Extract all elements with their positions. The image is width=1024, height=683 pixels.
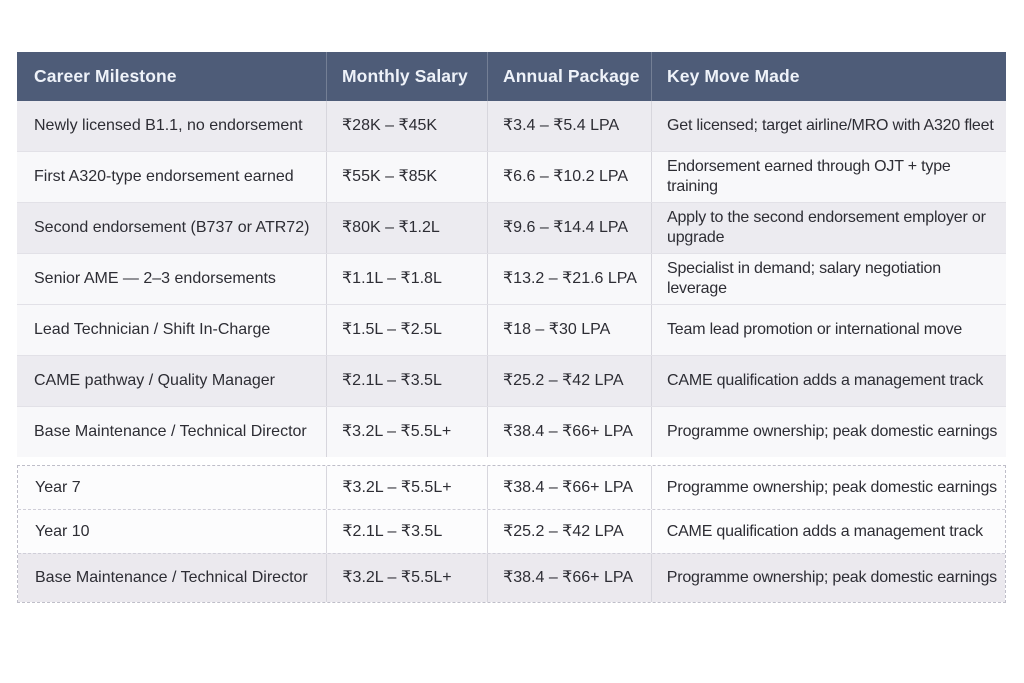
key-move-cell: Apply to the second endorsement employer or upgrade <box>651 203 1006 253</box>
annual-package-cell: ₹6.6 – ₹10.2 LPA <box>487 152 651 202</box>
table-row <box>17 355 1006 406</box>
column-header-monthly-salary: Monthly Salary <box>326 52 487 101</box>
column-header-key-move-made: Key Move Made <box>651 52 1006 101</box>
column-header-annual-package: Annual Package <box>487 52 651 101</box>
monthly-salary-cell: ₹3.2L – ₹5.5L+ <box>326 554 487 602</box>
table-body <box>17 101 1006 457</box>
annual-package-cell: ₹18 – ₹30 LPA <box>487 305 651 355</box>
table-row <box>17 151 1006 202</box>
monthly-salary-cell: ₹80K – ₹1.2L <box>326 203 487 253</box>
annual-package-cell: ₹38.4 – ₹66+ LPA <box>487 554 651 602</box>
annual-package-cell: ₹13.2 – ₹21.6 LPA <box>487 254 651 304</box>
monthly-salary-cell: ₹2.1L – ₹3.5L <box>326 356 487 406</box>
table-row <box>17 253 1006 304</box>
appendix-table <box>17 465 1006 603</box>
milestone-cell: First A320-type endorsement earned <box>34 168 294 185</box>
column-header-career-milestone: Career Milestone <box>34 66 177 86</box>
milestone-cell: Newly licensed B1.1, no endorsement <box>34 117 303 134</box>
milestone-cell: Second endorsement (B737 or ATR72) <box>34 219 310 236</box>
career-progression-table <box>17 52 1006 603</box>
milestone-cell: Year 10 <box>35 522 90 540</box>
table-row <box>17 101 1006 151</box>
table-row <box>17 202 1006 253</box>
table-row <box>18 509 1005 553</box>
table-row <box>18 553 1005 602</box>
key-move-cell: Programme ownership; peak domestic earnings <box>651 466 1005 509</box>
monthly-salary-cell: ₹28K – ₹45K <box>326 101 487 151</box>
key-move-cell: Specialist in demand; salary negotiation leverage <box>651 254 1006 304</box>
annual-package-cell: ₹38.4 – ₹66+ LPA <box>487 466 651 509</box>
table-header-row <box>17 52 1006 101</box>
table-row <box>17 304 1006 355</box>
milestone-cell: Base Maintenance / Technical Director <box>34 423 307 440</box>
monthly-salary-cell: ₹3.2L – ₹5.5L+ <box>326 407 487 457</box>
monthly-salary-cell: ₹1.1L – ₹1.8L <box>326 254 487 304</box>
monthly-salary-cell: ₹3.2L – ₹5.5L+ <box>326 466 487 509</box>
key-move-cell: Endorsement earned through OJT + type training <box>651 152 1006 202</box>
annual-package-cell: ₹38.4 – ₹66+ LPA <box>487 407 651 457</box>
milestone-cell: Base Maintenance / Technical Director <box>35 569 308 586</box>
key-move-cell: CAME qualification adds a management track <box>651 510 1005 553</box>
milestone-cell: Year 7 <box>35 478 81 496</box>
monthly-salary-cell: ₹1.5L – ₹2.5L <box>326 305 487 355</box>
annual-package-cell: ₹3.4 – ₹5.4 LPA <box>487 101 651 151</box>
milestone-cell: Senior AME — 2–3 endorsements <box>34 270 276 287</box>
milestone-cell: Lead Technician / Shift In-Charge <box>34 321 271 338</box>
annual-package-cell: ₹25.2 – ₹42 LPA <box>487 356 651 406</box>
key-move-cell: Team lead promotion or international move <box>651 305 1006 355</box>
milestone-cell: CAME pathway / Quality Manager <box>34 372 275 389</box>
annual-package-cell: ₹25.2 – ₹42 LPA <box>487 510 651 553</box>
key-move-cell: Get licensed; target airline/MRO with A320 fleet <box>651 101 1006 151</box>
table-row <box>17 406 1006 457</box>
monthly-salary-cell: ₹55K – ₹85K <box>326 152 487 202</box>
monthly-salary-cell: ₹2.1L – ₹3.5L <box>326 510 487 553</box>
table-row <box>18 466 1005 509</box>
key-move-cell: CAME qualification adds a management track <box>651 356 1006 406</box>
annual-package-cell: ₹9.6 – ₹14.4 LPA <box>487 203 651 253</box>
key-move-cell: Programme ownership; peak domestic earnings <box>651 554 1005 602</box>
key-move-cell: Programme ownership; peak domestic earnings <box>651 407 1006 457</box>
